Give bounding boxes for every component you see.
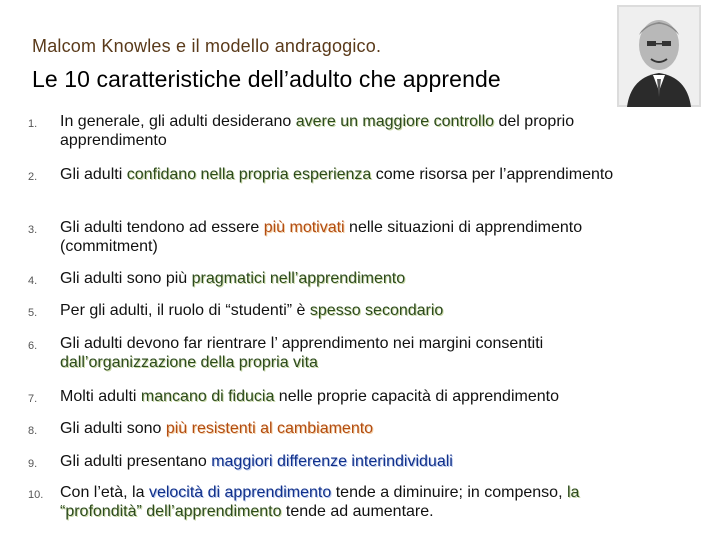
item-highlight: dall’organizzazione della propria vita bbox=[60, 354, 318, 371]
item-number: 1. bbox=[28, 118, 38, 130]
item-text-after: del proprio apprendimento bbox=[60, 113, 575, 149]
item-text-before: In generale, gli adulti desiderano bbox=[60, 113, 296, 130]
item-text bbox=[60, 483, 660, 521]
item-text bbox=[60, 112, 660, 150]
item-text bbox=[60, 165, 660, 184]
item-text bbox=[60, 334, 660, 372]
item-highlight: pragmatici nell’apprendimento bbox=[191, 270, 406, 287]
item-text-before: Gli adulti sono più bbox=[60, 270, 192, 287]
item-highlight: maggiori differenze interindividuali bbox=[211, 453, 453, 470]
item-number: 4. bbox=[28, 275, 38, 287]
item-number: 6. bbox=[28, 340, 38, 352]
item-highlight: mancano di fiducia bbox=[140, 388, 275, 405]
portrait-image bbox=[617, 5, 701, 107]
item-text-after: come risorsa per l’apprendimento bbox=[371, 166, 614, 183]
item-text bbox=[60, 301, 660, 320]
item-text-before: Gli adulti bbox=[60, 166, 127, 183]
item-highlight: spesso secondario bbox=[309, 302, 444, 319]
item-text-before: Con l’età, la bbox=[60, 484, 149, 501]
item-highlight: velocità di apprendimento bbox=[148, 484, 332, 501]
item-text bbox=[60, 218, 660, 256]
item-number: 10. bbox=[28, 489, 44, 501]
item-number: 9. bbox=[28, 458, 38, 470]
item-highlight: avere un maggiore controllo bbox=[295, 113, 495, 130]
portrait-photo bbox=[617, 5, 701, 107]
item-text-before: Gli adulti tendono ad essere bbox=[60, 219, 264, 236]
item-highlight-2: la “profondità” dell’apprendimento bbox=[60, 484, 580, 520]
slide-subtitle: Malcom Knowles e il modello andragogico. bbox=[32, 36, 382, 56]
item-text-after-2: tende ad aumentare. bbox=[281, 503, 434, 520]
item-text-after: tende a diminuire; in compenso, bbox=[331, 484, 567, 501]
item-text-before: Per gli adulti, il ruolo di “studenti” è bbox=[60, 302, 310, 319]
item-number: 7. bbox=[28, 393, 38, 405]
item-text-before: Gli adulti presentano bbox=[60, 453, 212, 470]
item-text-before: Gli adulti sono bbox=[60, 420, 166, 437]
item-text-after: nelle proprie capacità di apprendimento bbox=[274, 388, 559, 405]
item-text-before: Molti adulti bbox=[60, 388, 141, 405]
item-text bbox=[60, 387, 660, 406]
item-text bbox=[60, 419, 660, 438]
item-highlight: più motivati bbox=[263, 219, 345, 236]
item-text bbox=[60, 269, 660, 288]
item-highlight: confidano nella propria esperienza bbox=[126, 166, 372, 183]
item-text bbox=[60, 452, 660, 471]
item-text-before: Gli adulti devono far rientrare l’ apprendimento nei margini consentiti bbox=[60, 335, 544, 352]
slide-title: Le 10 caratteristiche dell’adulto che apprende bbox=[32, 66, 501, 92]
item-highlight: più resistenti al cambiamento bbox=[165, 420, 374, 437]
item-text-after: nelle situazioni di apprendimento (commitment) bbox=[60, 219, 583, 255]
item-number: 3. bbox=[28, 224, 38, 236]
item-number: 5. bbox=[28, 307, 38, 319]
item-number: 2. bbox=[28, 171, 38, 183]
item-number: 8. bbox=[28, 425, 38, 437]
